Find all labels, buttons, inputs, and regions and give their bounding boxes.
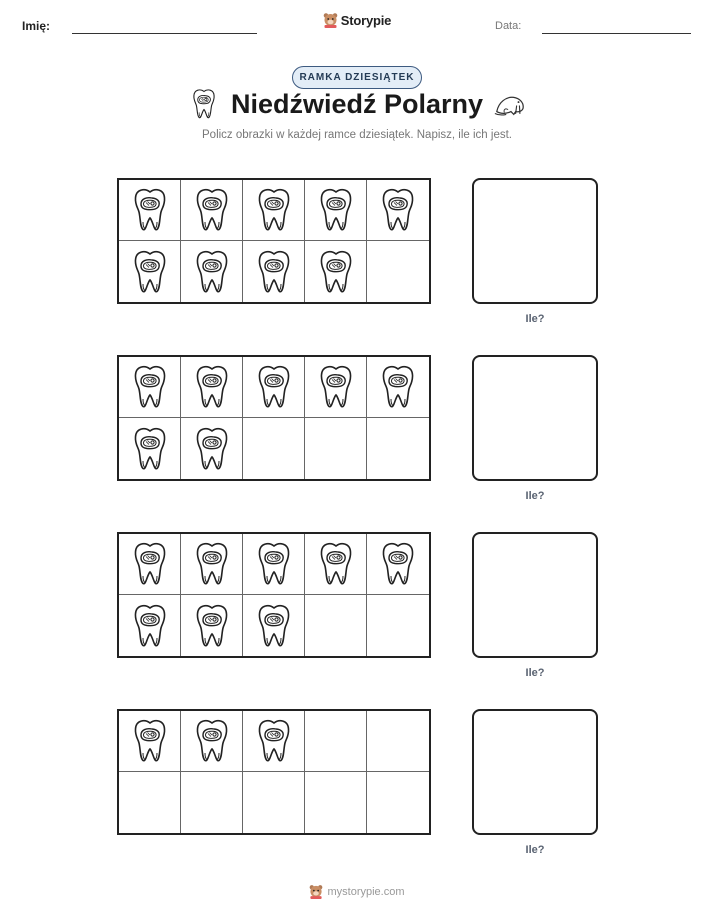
answer-label-4: Ile? [525,844,545,856]
tooth-with-steak-icon [133,364,167,410]
answer-box-2[interactable] [472,355,598,481]
frame-cell [181,772,243,833]
frame-cell [119,534,181,595]
frame-cell [367,357,429,418]
page-title: Niedźwiedź Polarny [230,88,484,119]
frame-cell [243,772,305,833]
answer-box-3[interactable] [472,532,598,658]
frame-cell [181,180,243,241]
tooth-with-steak-icon [257,718,291,764]
answer-label-1: Ile? [525,313,545,325]
frame-cell [367,595,429,656]
ten-frame-2 [117,355,431,481]
frame-cell [243,711,305,772]
frame-cell [119,595,181,656]
tooth-with-steak-icon [195,718,229,764]
brand-name: Storypie [340,12,392,28]
worksheet-type-badge: RAMKA DZIESIĄTEK [292,66,422,89]
frame-cell [119,241,181,302]
frame-cell [305,357,367,418]
frame-cell [305,711,367,772]
walrus-icon [493,88,527,120]
tooth-with-steak-icon [257,364,291,410]
tooth-with-steak-icon [319,249,353,295]
frame-cell [305,772,367,833]
ten-frame-3 [117,532,431,658]
name-label: Imię: [22,19,51,33]
date-label: Data: [495,20,522,32]
tooth-with-steak-icon [381,541,415,587]
tooth-with-steak-icon [381,187,415,233]
tooth-with-steak-icon [195,541,229,587]
answer-box-1[interactable] [472,178,598,304]
date-field-line[interactable] [542,33,691,34]
tooth-with-steak-icon [195,364,229,410]
tooth-with-steak-icon [195,187,229,233]
ten-frame-4 [117,709,431,835]
frame-cell [181,534,243,595]
frame-cell [181,418,243,479]
frame-cell [367,711,429,772]
frame-cell [181,357,243,418]
frame-cell [305,534,367,595]
tooth-with-steak-icon [187,88,221,120]
ten-frame-1 [117,178,431,304]
title-row [0,88,714,120]
frame-cell [367,772,429,833]
frame-cell [305,595,367,656]
footer-url: mystorypie.com [327,885,405,898]
tooth-with-steak-icon [195,249,229,295]
tooth-with-steak-icon [319,541,353,587]
frame-cell [367,241,429,302]
answer-box-4[interactable] [472,709,598,835]
tooth-with-steak-icon [195,603,229,649]
tooth-with-steak-icon [195,426,229,472]
tooth-with-steak-icon [319,187,353,233]
tooth-with-steak-icon [381,364,415,410]
tooth-with-steak-icon [133,426,167,472]
tooth-with-steak-icon [257,187,291,233]
frame-cell [119,711,181,772]
frame-cell [243,357,305,418]
tooth-with-steak-icon [133,541,167,587]
frame-cell [181,595,243,656]
frame-cell [367,534,429,595]
frame-cell [305,418,367,479]
frame-cell [243,595,305,656]
footer [0,884,714,899]
tooth-with-steak-icon [133,603,167,649]
frame-cell [243,180,305,241]
tooth-with-steak-icon [133,249,167,295]
frame-cell [181,241,243,302]
instructions: Policz obrazki w każdej ramce dziesiątek. Napisz, ile ich jest. [202,129,512,141]
tooth-with-steak-icon [257,249,291,295]
tooth-with-steak-icon [133,187,167,233]
name-field-line[interactable] [72,33,257,34]
frame-cell [243,534,305,595]
frame-cell [367,180,429,241]
frame-cell [243,418,305,479]
tooth-with-steak-icon [257,541,291,587]
brand-logo [0,12,714,28]
bear-mascot-icon [309,884,323,899]
answer-label-2: Ile? [525,490,545,502]
frame-cell [243,241,305,302]
frame-cell [119,418,181,479]
frame-cell [305,180,367,241]
frame-cell [305,241,367,302]
tooth-with-steak-icon [133,718,167,764]
frame-cell [367,418,429,479]
answer-label-3: Ile? [525,667,545,679]
frame-cell [119,357,181,418]
frame-cell [119,180,181,241]
tooth-with-steak-icon [319,364,353,410]
frame-cell [119,772,181,833]
tooth-with-steak-icon [257,603,291,649]
frame-cell [181,711,243,772]
bear-mascot-icon [323,12,338,28]
